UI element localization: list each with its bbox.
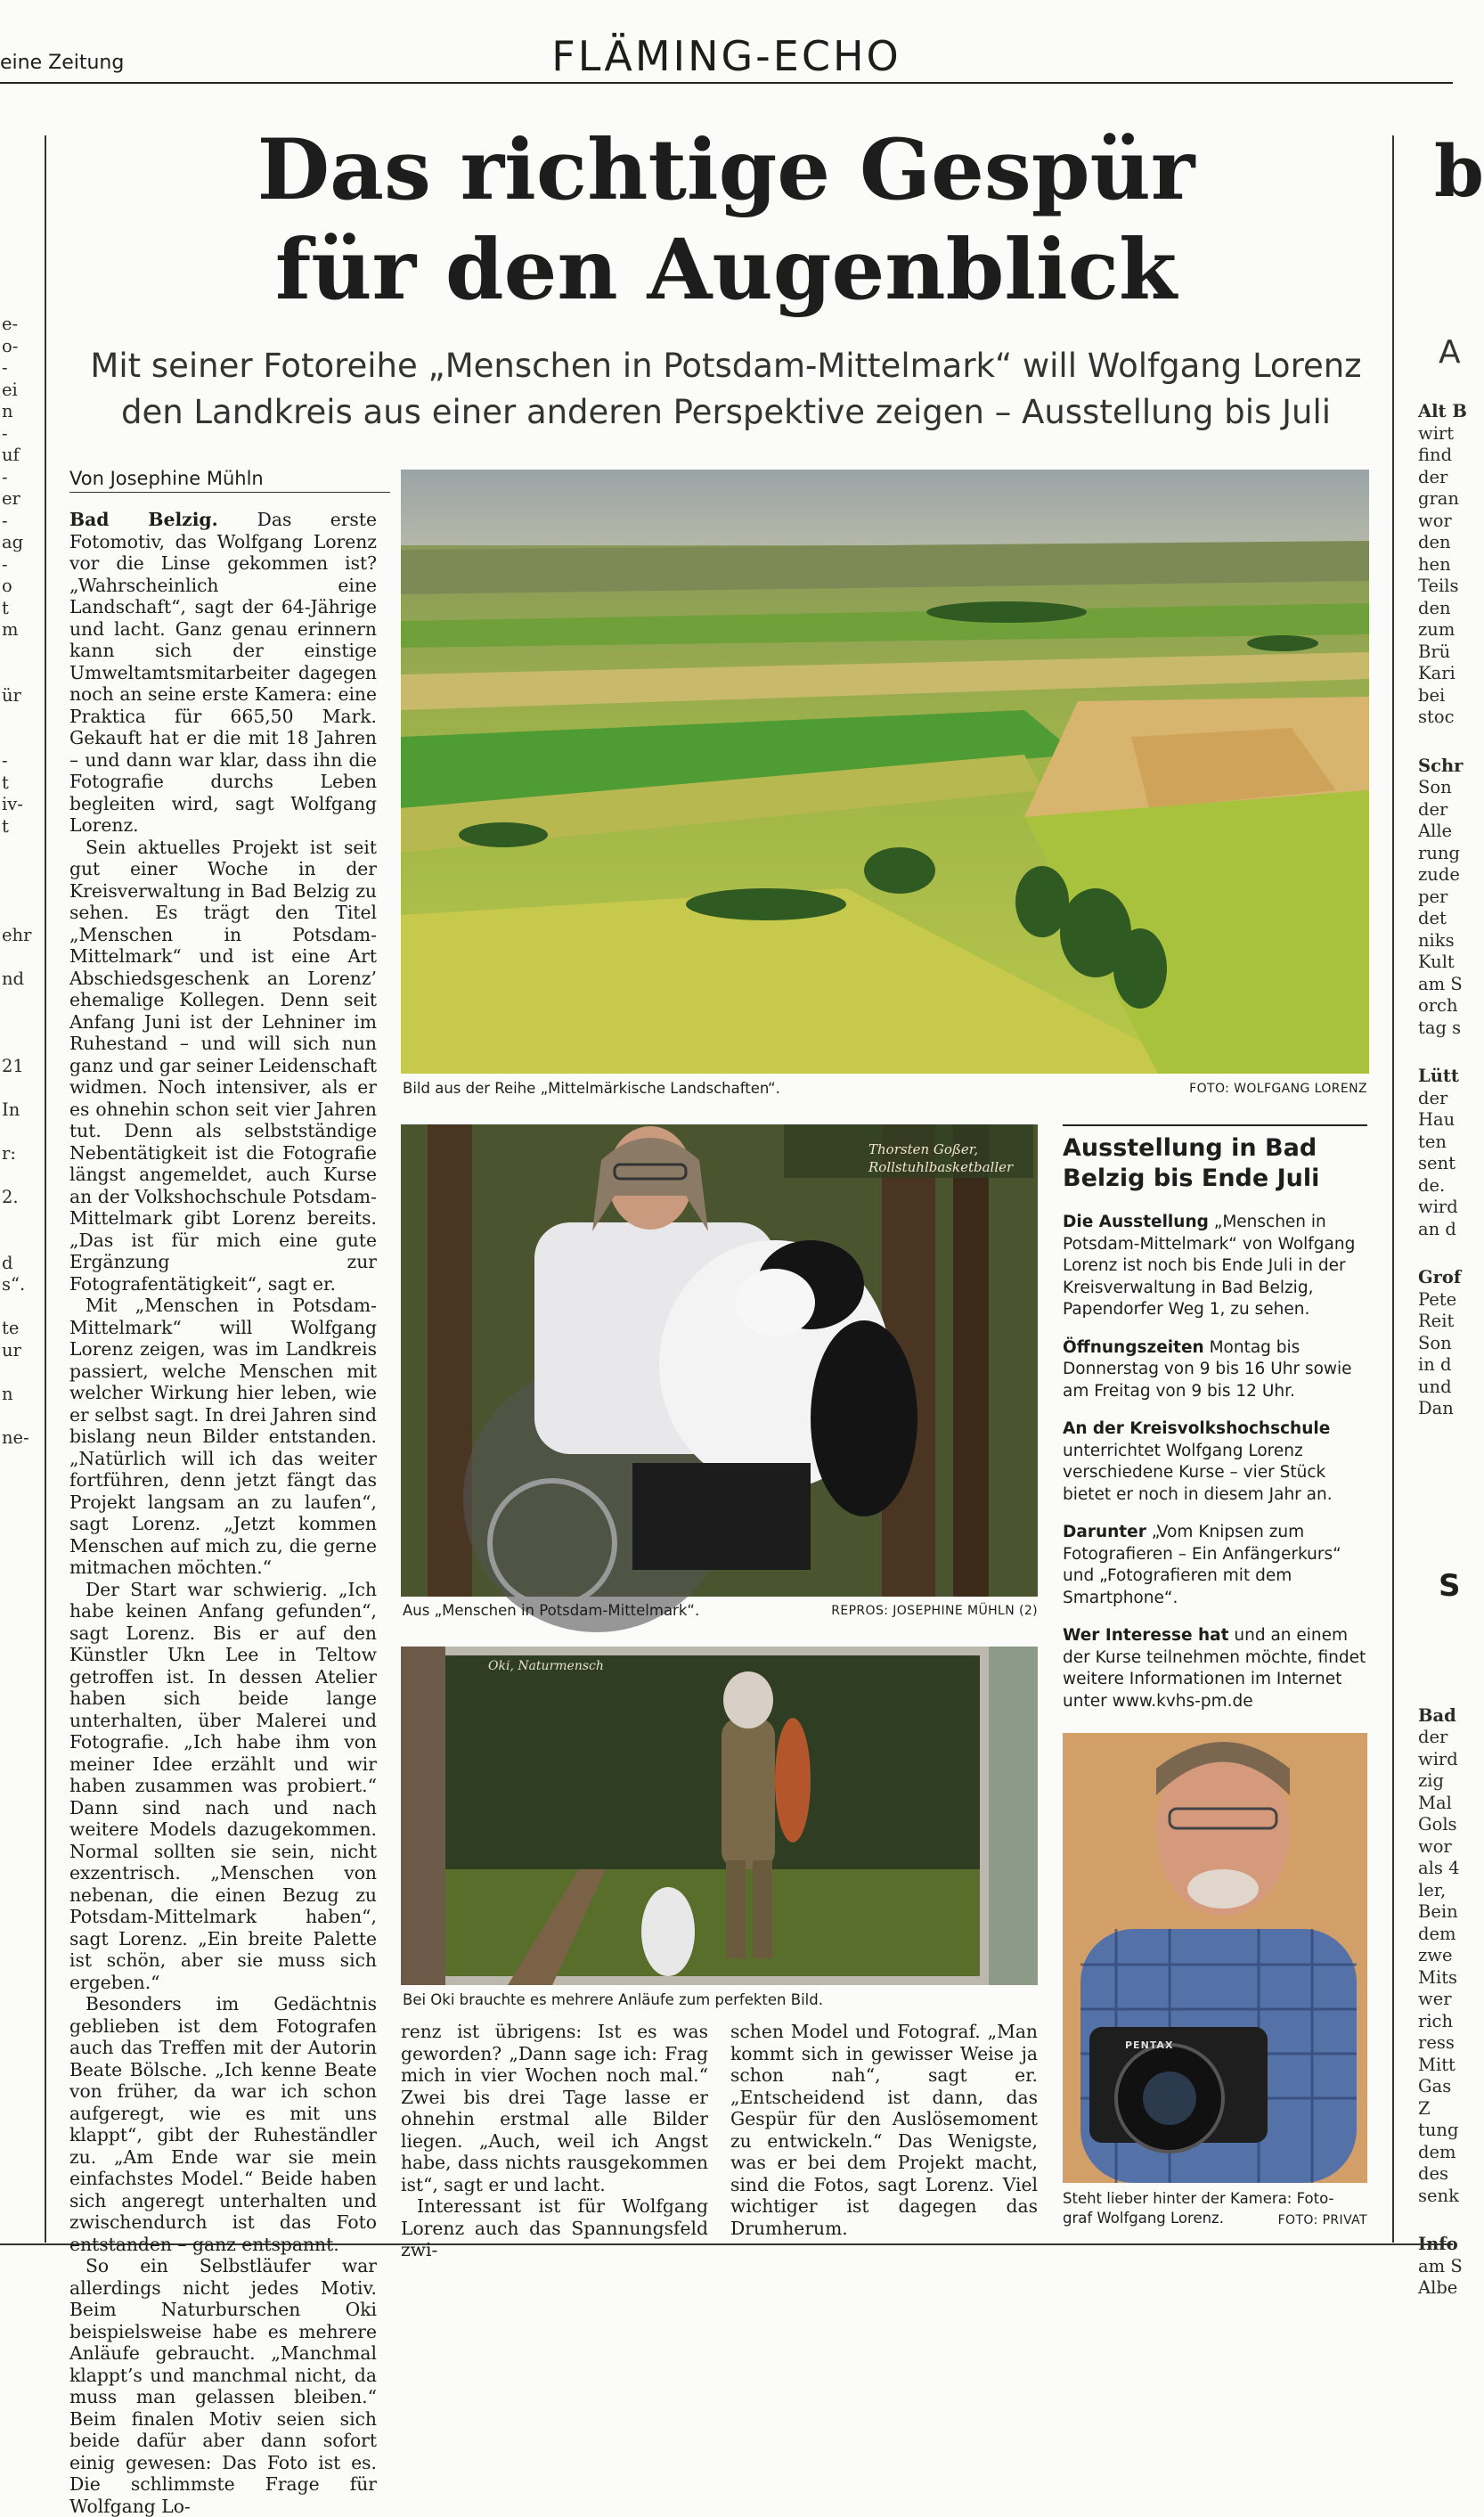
photographer-caption-line: Steht lieber hinter der Kamera: Foto- <box>1063 2190 1334 2207</box>
fragment-group <box>1418 1704 1460 2208</box>
infobox-item <box>1063 1522 1367 1609</box>
fragment-line: senk <box>1418 2185 1459 2206</box>
fragment-line: am S <box>1418 973 1463 994</box>
fragment-line <box>2 1230 41 1253</box>
fragment-line: stoc <box>1418 707 1455 727</box>
fragment-label: Lütt <box>1418 1066 1459 1086</box>
infobox-item-label: Die Ausstellung <box>1063 1213 1209 1231</box>
fragment-line: Son <box>1418 777 1452 797</box>
fragment-line: - <box>2 750 8 771</box>
fragment-line: - <box>2 553 8 575</box>
paragraph-text: schen Model und Fotograf. „Man kommt sich in gewisser Weise ja schon nah“, sagt er. „Entscheidend ist dann, das Gespür für den Auslösemoment zu entwickeln.“ Das Wenigste, was er bei dem Projekt macht, sind die Fotos, sagt Lorenz. Viel wichtiger ist dagegen das Drumherum. <box>730 2021 1038 2239</box>
fragment-line: wird <box>1418 1748 1458 1769</box>
fragment-line: des <box>1418 2163 1449 2184</box>
fragment-line: ag <box>2 532 24 552</box>
fragment-line: te <box>2 1318 20 1338</box>
byline: Von Josephine Mühln <box>69 468 264 489</box>
fragment-line: uf <box>2 445 20 465</box>
fragment-line: 2. <box>2 1187 19 1207</box>
fragment-line: - <box>2 357 8 378</box>
fragment-line: am S <box>1418 2255 1463 2276</box>
infobox-item-label: An der Kreisvolkshochschule <box>1063 1419 1331 1438</box>
subheadline-line: Mit seiner Fotoreihe „Menschen in Potsdam-Mittelmark“ will Wolfgang Lorenz <box>90 347 1362 385</box>
fragment-line <box>2 1296 41 1319</box>
fragment-line: als 4 <box>1418 1858 1460 1878</box>
fragment-group <box>1418 755 1464 1040</box>
fragment-line: s“. <box>2 1274 26 1295</box>
subheadline <box>71 343 1381 436</box>
fragment-line <box>2 1034 41 1057</box>
dateline: Bad Belzig. <box>69 509 257 530</box>
subheadline-line: den Landkreis aus einer anderen Perspektive zeigen – Ausstellung bis Juli <box>120 393 1332 431</box>
masthead-fragment: eine Zeitung <box>0 52 125 74</box>
fragment-group <box>1418 401 1467 729</box>
infobox-item <box>1063 1418 1367 1506</box>
infobox-title <box>1063 1133 1367 1194</box>
fragment-line: find <box>1418 445 1453 465</box>
fragment-line: an d <box>1418 1218 1456 1239</box>
infobox-title-line: Belzig bis Ende Juli <box>1063 1165 1320 1192</box>
fragment-line: der <box>1418 466 1448 487</box>
fragment-line: Mitt <box>1418 2054 1455 2075</box>
fragment-line: n <box>2 1383 13 1404</box>
photographer-photo <box>1063 1733 1367 2183</box>
landscape-photo <box>401 470 1369 1074</box>
fragment-line: den <box>1418 532 1451 552</box>
article-paragraph <box>69 2255 377 2517</box>
infobox-item-text: „Vom Knipsen zum Fotografieren – Ein Anfängerkurs“ und „Fotografieren mit dem Smartphone“. <box>1063 1523 1341 1607</box>
fragment-group <box>1418 1066 1459 1240</box>
fragment-line: - <box>2 422 8 444</box>
fragment-line: wor <box>1418 1835 1452 1857</box>
fragment-line: t <box>2 597 9 618</box>
portrait-credit: REPROS: JOSEPHINE MÜHLN (2) <box>831 1604 1038 1618</box>
article-paragraph <box>69 1993 377 2255</box>
fragment-line: tag s <box>1418 1017 1462 1038</box>
fragment-line <box>2 1165 41 1188</box>
fragment-line: wird <box>1418 1197 1458 1217</box>
fragment-line <box>2 1405 41 1427</box>
infobox-item <box>1063 1212 1367 1321</box>
headline-line: für den Augenblick <box>274 221 1178 319</box>
article-column-3 <box>730 2021 1038 2239</box>
fragment-line: ur <box>2 1339 21 1361</box>
fragment-line: Son <box>1418 1332 1452 1353</box>
headline <box>178 120 1274 320</box>
fragment-line: in d <box>1418 1354 1452 1375</box>
article-paragraph <box>69 1295 377 1579</box>
fragment-line: Reit <box>1418 1311 1455 1331</box>
fragment-line: den <box>1418 597 1451 618</box>
infobox-item-text: unterrichtet Wolfgang Lorenz verschiedene Kurse – vier Stück bietet er noch in diesem Jahr an. <box>1063 1441 1333 1504</box>
article-column-1 <box>69 509 377 2517</box>
landscape-credit: FOTO: WOLFGANG LORENZ <box>1189 1082 1367 1096</box>
fragment-line: gran <box>1418 488 1459 509</box>
paragraph-text: renz ist übrigens: Ist es was geworden? „Dann sage ich: Frag mich in vier Wochen noch mal.“ Zwei bis drei Tage lasse er ohnehin erstmal alle Bilder liegen. „Auch, weil ich Angst habe, dass nichts rausgekommen ist“, sagt er und lacht. <box>401 2021 708 2195</box>
fragment-line: d <box>2 1252 13 1273</box>
fragment-line: rung <box>1418 842 1460 863</box>
fragment-line: ress <box>1418 2032 1455 2053</box>
oki-image <box>401 1647 1038 1985</box>
fragment-line: 21 <box>2 1056 24 1076</box>
photo-signature: Thorsten Goßer, Rollstuhlbasketballer <box>868 1141 1014 1175</box>
fragment-line: per <box>1418 886 1448 907</box>
fragment-line: niks <box>1418 929 1455 951</box>
fragment-group <box>1418 1267 1462 1420</box>
fragment-line: bei <box>1418 684 1446 706</box>
paragraph-text: Sein aktuelles Projekt ist seit gut einer Woche in der Kreisverwaltung in Bad Belzig zu sehen. Es trägt den Titel „Menschen in Potsdam-Mittelmark“ und ist eine Art Abschiedsgeschenk an Lorenz’ ehemalige Kollegen. Denn seit Anfang Juni ist der Lehniner im Ruhestand – und will sich nun ganz und gar seiner Leidenschaft widmen. Noch intensiver, als er es ohnehin schon seit vier Jahren tut. Denn als selbstständige Nebentätigkeit ist die Fotografie längst angemeldet, auch Kurse an der Volkshochschule Potsdam-Mittelmark gibt Lorenz bereits. „Das ist für mich eine gute Ergänzung zur Fotografentätigkeit“, sagt er. <box>69 836 377 1295</box>
fragment-line: ei <box>2 379 18 400</box>
fragment-line: orch <box>1418 995 1458 1016</box>
fragment-line <box>2 903 41 926</box>
portrait-dog-photo <box>401 1124 1038 1597</box>
fragment-line <box>2 1122 41 1144</box>
left-column-rule <box>45 135 46 2243</box>
infobox-item-text: und an einem der Kurse teilnehmen möchte, findet weitere Informationen im Internet unter www.kvhs-pm.de <box>1063 1626 1366 1711</box>
fragment-label: Schr <box>1418 755 1464 776</box>
fragment-line <box>2 642 41 664</box>
fragment-line: e- <box>2 314 19 334</box>
fragment-label: Grof <box>1418 1267 1462 1287</box>
fragment-line: de. <box>1418 1174 1446 1196</box>
fragment-line: Dan <box>1418 1398 1454 1418</box>
fragment-line: o <box>2 576 12 596</box>
fragment-line: Hau <box>1418 1109 1455 1130</box>
paragraph-text: Der Start war schwierig. „Ich habe keinen Anfang gefunden“, sagt Lorenz. Bis er auf den Künstler Ukn Lee in Teltow getroffen ist. In dessen Atelier haben sich beide lange unterhalten, über Malerei und Fotografie. „Ich habe ihm von meiner Idee erzählt und wir haben zusammen was probiert.“ Dann sind nach und nach weitere Models dazugekommen. Normal sollten sie sein, nicht exzentrisch. „Menschen von nebenan, die einen Bezug zu Potsdam-Mittelmark haben“, sagt Lorenz. „Ein breite Palette ist schön, aber sie muss sich ergeben.“ <box>69 1578 377 1993</box>
fragment-line: iv- <box>2 794 23 814</box>
fragment-line: ler, <box>1418 1879 1447 1900</box>
fragment-line: sent <box>1418 1153 1455 1173</box>
fragment-line <box>2 729 41 751</box>
fragment-line: Pete <box>1418 1288 1457 1310</box>
fragment-line <box>2 707 41 729</box>
fragment-line: Kult <box>1418 952 1455 972</box>
photographer-image <box>1063 1733 1367 2183</box>
header-rule <box>0 82 1453 84</box>
fragment-line: zig <box>1418 1770 1444 1791</box>
photographer-caption <box>1063 2189 1367 2228</box>
fragment-line: der <box>1418 1727 1448 1747</box>
fragment-line: ne- <box>2 1426 29 1448</box>
fragment-line: wor <box>1418 510 1452 531</box>
left-neighbor-fragments <box>2 314 41 1449</box>
infobox-item-label: Wer Interesse hat <box>1063 1626 1229 1645</box>
article-paragraph <box>730 2021 1038 2239</box>
fragment-line <box>2 1209 41 1231</box>
oki-caption: Bei Oki brauchte es mehrere Anläufe zum perfekten Bild. <box>403 1991 823 2008</box>
paragraph-text: Besonders im Gedächtnis geblieben ist dem Fotografen auch das Treffen mit der Autorin Beate Bölsche. „Ich kenne Beate von früher, da war ich schon aufgeregt, wie es mit uns klappt“, gibt der Ruheständler zu. „Am Ende war sie mein einfachstes Model.“ Beide haben sich angeregt unterhalten und zwischendurch ist das Foto entstanden – ganz entspannt. <box>69 1993 377 2255</box>
portrait-dog-image <box>401 1124 1038 1597</box>
fragment-line: Gols <box>1418 1814 1457 1835</box>
article-paragraph <box>401 2195 708 2261</box>
paragraph-text: So ein Selbstläufer war allerdings nicht jedes Motiv. Beim Naturburschen Oki beispielsweise habe es mehrere Anläufe gebraucht. „Manchmal klappt’s und manchmal nicht, da muss man gelassen bleiben.“ Beim finalen Motiv seien sich beide dafür aber dann sofort einig gewesen: Das Foto ist es. Die schlimmste Frage für Wolfgang Lo- <box>69 2255 377 2517</box>
camera-brand: PENTAX <box>1125 2039 1174 2051</box>
fragment-line: ten <box>1418 1131 1447 1152</box>
fragment-line <box>2 1078 41 1100</box>
photographer-caption-line: graf Wolfgang Lorenz. <box>1063 2210 1224 2227</box>
fragment-line: zude <box>1418 864 1460 885</box>
infobox-item-label: Darunter <box>1063 1523 1146 1541</box>
fragment-line: o- <box>2 335 19 356</box>
landscape-caption: Bild aus der Reihe „Mittelmärkische Landschaften“. <box>403 1080 780 1097</box>
fragment-line: r: <box>2 1143 16 1164</box>
article-paragraph <box>69 837 377 1295</box>
fragment-label: Bad <box>1418 1704 1456 1726</box>
fragment-line: - <box>2 510 8 531</box>
fragment-line <box>2 881 41 903</box>
fragment-line: Mits <box>1418 1966 1458 1988</box>
photographer-credit: FOTO: PRIVAT <box>1277 2213 1367 2227</box>
fragment-line: er <box>2 488 20 509</box>
fragment-line: t <box>2 772 9 793</box>
headline-line: Das richtige Gespür <box>257 121 1195 219</box>
fragment-line: Z <box>1418 2097 1431 2119</box>
article-column-2 <box>401 2021 708 2260</box>
fragment-line: - <box>2 466 8 487</box>
fragment-line: der <box>1418 1087 1448 1108</box>
oki-photo <box>401 1647 1038 1985</box>
infobox-item <box>1063 1625 1367 1712</box>
fragment-line: t <box>2 815 9 837</box>
paragraph-text: Mit „Menschen in Potsdam-Mittelmark“ will Wolfgang Lorenz zeigen, was im Landkreis passiert, welche Menschen mit welcher Wirkung hier leben, wie er selbst sagt. In drei Jahren sind bislang neun Bilder entstanden. „Natürlich will ich das weiter fortführen, denn jetzt fängt das Projekt langsam an zu laufen“, sagt Lorenz. „Jetzt kommen Menschen auf mich zu, die gerne mitmachen möchten.“ <box>69 1295 377 1578</box>
section-title: FLÄMING-ECHO <box>551 32 901 80</box>
right-neighbor-fragments <box>1418 401 1467 2300</box>
fragment-line: ür <box>2 684 21 706</box>
fragment-label: Alt B <box>1418 401 1467 421</box>
fragment-group <box>1418 2234 1463 2300</box>
fragment-line: Gas <box>1418 2076 1452 2096</box>
fragment-line: det <box>1418 908 1447 928</box>
fragment-line: wirt <box>1418 422 1455 444</box>
photographer-caption-line-row <box>1063 2209 1367 2228</box>
infobox-items <box>1063 1212 1367 1712</box>
infobox-item-text: „Menschen in Potsdam-Mittelmark“ von Wolfgang Lorenz ist noch bis Ende Juli in der Kreisverwaltung in Bad Belzig, Papendorfer Weg 1, zu sehen. <box>1063 1213 1356 1319</box>
fragment-line <box>2 838 41 860</box>
article-paragraph <box>401 2021 708 2195</box>
fragment-line: zum <box>1418 619 1455 640</box>
fragment-line: Albe <box>1418 2277 1458 2298</box>
article-paragraph <box>69 509 377 837</box>
fragment-line <box>2 1012 41 1034</box>
fragment-line: der <box>1418 798 1448 820</box>
paragraph-text: Das erste Fotomotiv, das Wolfgang Lorenz vor die Linse gekommen ist? „Wahrscheinlich eine Landschaft“, sagt der 64-Jährige und lacht. Ganz genau erinnern kann sich der einstige Umweltamtsmitarbeiter dagegen noch an seine erste Kamera: eine Praktica für 665,50 Mark. Gekauft hat er die mit 18 Jahren – und dann war klar, dass ihn die Fotografie durchs Leben begleiten wird, sagt Wolfgang Lorenz. <box>69 509 377 836</box>
right-headline-fragment: b <box>1434 129 1484 213</box>
fragment-line: Mal <box>1418 1792 1452 1813</box>
fragment-line <box>2 860 41 882</box>
fragment-line: n <box>2 401 13 421</box>
infobox-item <box>1063 1337 1367 1403</box>
byline-rule <box>69 492 390 493</box>
fragment-line: und <box>1418 1376 1452 1397</box>
fragment-line: zwe <box>1418 1945 1453 1965</box>
fragment-line <box>2 947 41 969</box>
fragment-line: ehr <box>2 925 32 945</box>
landscape-photo-image <box>401 470 1369 1074</box>
article-paragraph <box>69 1579 377 1994</box>
fragment-line: nd <box>2 968 25 989</box>
infobox <box>1063 1133 1367 1728</box>
fragment-line <box>2 663 41 685</box>
fragment-line: dem <box>1418 2141 1456 2162</box>
fragment-line: tung <box>1418 2120 1459 2140</box>
photo-signature: Oki, Naturmensch <box>488 1659 604 1673</box>
infobox-item-text: Montag bis Donnerstag von 9 bis 16 Uhr sowie am Freitag von 9 bis 12 Uhr. <box>1063 1337 1352 1401</box>
fragment-line: Bein <box>1418 1901 1458 1922</box>
fragment-line: Teils <box>1418 576 1459 596</box>
fragment-label: Info <box>1418 2234 1458 2254</box>
right-subhead-fragment: A <box>1439 334 1461 371</box>
fragment-line: Brü <box>1418 641 1451 662</box>
fragment-line: hen <box>1418 553 1451 575</box>
infobox-title-line: Ausstellung in Bad <box>1063 1134 1317 1162</box>
infobox-item-label: Öffnungszeiten <box>1063 1337 1204 1357</box>
infobox-rule <box>1063 1124 1367 1126</box>
fragment-line <box>2 991 41 1013</box>
fragment-line: Kari <box>1418 663 1455 683</box>
fragment-line: Alle <box>1418 821 1453 841</box>
fragment-line: In <box>2 1099 20 1120</box>
fragment-line: rich <box>1418 2010 1454 2031</box>
fragment-line: m <box>2 619 19 640</box>
paragraph-text: Interessant ist für Wolfgang Lorenz auch das Spannungsfeld zwi- <box>401 2195 708 2260</box>
right-subhead-fragment: S <box>1439 1568 1461 1604</box>
fragment-line: dem <box>1418 1923 1456 1944</box>
fragment-line: wer <box>1418 1989 1452 2009</box>
fragment-line <box>2 1361 41 1384</box>
right-column-rule <box>1392 135 1394 2243</box>
portrait-caption: Aus „Menschen in Potsdam-Mittelmark“. <box>403 1602 700 1619</box>
